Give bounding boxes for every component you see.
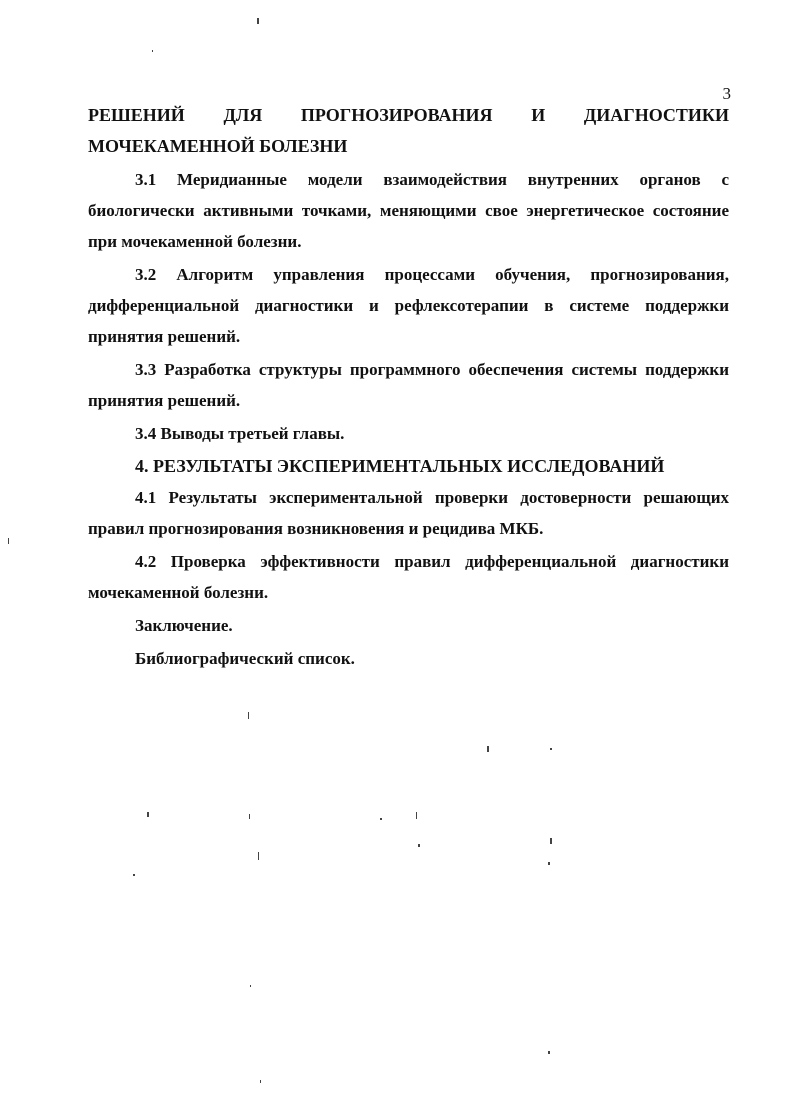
toc-entry-3-1: 3.1 Меридианные модели взаимодействия внутренних органов с биологически активными точками, меняющими свое энергетическое состояние при мочекаменной болезни. (88, 170, 729, 251)
table-of-contents (88, 100, 729, 676)
page-number: 3 (722, 84, 731, 103)
toc-entry-3-2: 3.2 Алгоритм управления процессами обучения, прогнозирования, дифференциальной диагностики и рефлексотерапии в системе поддержки принятия решений. (88, 265, 729, 346)
toc-entry-4-1: 4.1 Результаты экспериментальной проверки достоверности решающих правил прогнозирования возникновения и рецидива МКБ. (88, 488, 729, 538)
chapter-3-heading-line-2: МОЧЕКАМЕННОЙ БОЛЕЗНИ (88, 136, 348, 156)
toc-entry-3-3: 3.3 Разработка структуры программного обеспечения системы поддержки принятия решений. (88, 360, 729, 410)
chapter-4-heading: 4. РЕЗУЛЬТАТЫ ЭКСПЕРИМЕНТАЛЬНЫХ ИССЛЕДОВАНИЙ (135, 456, 665, 476)
chapter-3-heading-line-1: РЕШЕНИЙ ДЛЯ ПРОГНОЗИРОВАНИЯ И ДИАГНОСТИКИ (88, 105, 729, 125)
toc-entry-conclusion: Заключение. (135, 616, 233, 635)
toc-entry-bibliography: Библиографический список. (135, 649, 355, 668)
toc-entry-4-2: 4.2 Проверка эффективности правил дифференциальной диагностики мочекаменной болезни. (88, 552, 729, 602)
toc-entry-3-4: 3.4 Выводы третьей главы. (135, 424, 345, 443)
